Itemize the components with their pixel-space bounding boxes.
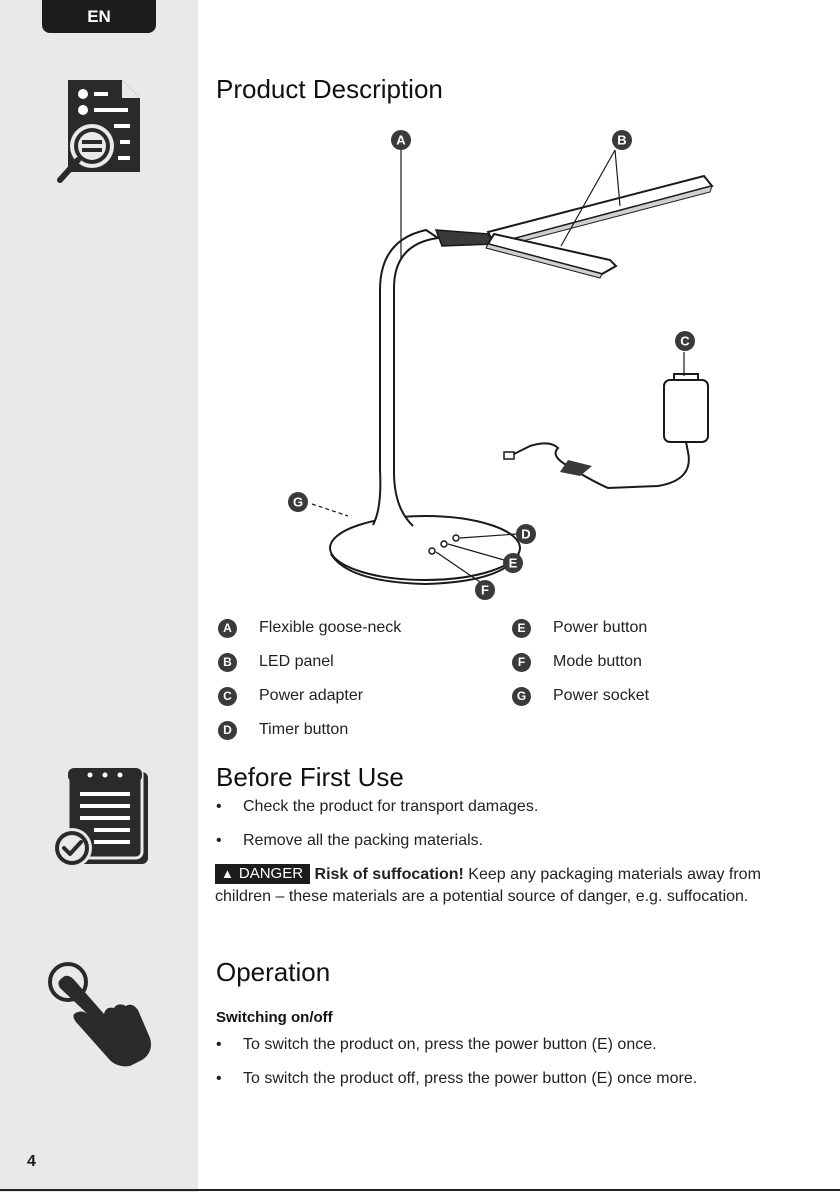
bullet-dot: • — [216, 1036, 222, 1053]
bullet-dot: • — [216, 1070, 222, 1087]
legend-label: Power adapter — [259, 687, 364, 704]
language-badge: EN — [42, 0, 156, 33]
bullet-item — [216, 1070, 697, 1088]
legend-item — [512, 650, 642, 674]
danger-heading: Risk of suffocation! — [314, 866, 464, 883]
callout-a — [391, 130, 411, 150]
bullet-text: To switch the product on, press the power button (E) once. — [243, 1036, 657, 1053]
power-adapter — [664, 380, 708, 442]
lamp-stem — [373, 230, 438, 526]
power-cable — [510, 442, 689, 488]
callout-b — [612, 130, 632, 150]
svg-text:E: E — [508, 555, 518, 571]
svg-text:A: A — [396, 132, 406, 148]
product-description-title: Product Description — [216, 74, 443, 104]
legend-item — [512, 616, 647, 640]
legend-letter: D — [218, 721, 237, 740]
operation-subtitle: Switching on/off — [216, 1009, 333, 1026]
bullet-dot: • — [216, 798, 222, 815]
callout-d — [516, 524, 536, 544]
legend-item — [218, 616, 401, 640]
legend-item — [512, 684, 649, 708]
warning-triangle-icon: ▲ — [221, 866, 234, 881]
legend-label: Flexible goose-neck — [259, 619, 402, 636]
bottom-rule — [0, 1189, 840, 1191]
legend-label: Power socket — [553, 687, 650, 704]
bullet-dot: • — [216, 832, 222, 849]
touch-hand-icon — [46, 960, 154, 1068]
danger-badge — [215, 864, 310, 884]
svg-text:D: D — [521, 526, 531, 542]
legend-letter: A — [218, 619, 237, 638]
lamp-head-joint — [436, 230, 494, 246]
legend-letter: F — [512, 653, 531, 672]
document-search-icon — [56, 76, 142, 184]
bullet-text: Check the product for transport damages. — [243, 798, 539, 815]
danger-warning — [215, 864, 795, 908]
svg-text:F: F — [481, 582, 489, 598]
before-first-use-title: Before First Use — [216, 762, 404, 792]
callout-f — [475, 580, 495, 600]
legend-item — [218, 718, 348, 742]
legend-letter: G — [512, 687, 531, 706]
legend-label: Power button — [553, 619, 648, 636]
bullet-item — [216, 1036, 657, 1054]
operation-title: Operation — [216, 957, 331, 987]
callout-g — [288, 492, 308, 512]
callout-c — [675, 331, 695, 351]
legend-letter: B — [218, 653, 237, 672]
checklist-icon — [50, 766, 150, 870]
legend-item — [218, 650, 334, 674]
danger-text: Keep any packaging materials away from children – these materials are a potential source of danger, e.g. suffocation. — [215, 866, 761, 905]
callout-e — [503, 553, 523, 573]
bullet-text: Remove all the packing materials. — [243, 832, 484, 849]
legend-letter: E — [512, 619, 531, 638]
lamp-diagram — [198, 120, 840, 610]
page-number: 4 — [27, 1153, 36, 1170]
bullet-item — [216, 832, 483, 850]
svg-text:C: C — [680, 333, 690, 349]
lamp-long-arm — [488, 176, 712, 244]
danger-badge-label: DANGER — [238, 865, 304, 882]
svg-text:G: G — [292, 494, 304, 510]
bullet-item — [216, 798, 538, 816]
legend-item — [218, 684, 363, 708]
legend-label: LED panel — [259, 653, 334, 670]
lamp-base — [330, 516, 520, 580]
legend-label: Mode button — [553, 653, 642, 670]
bullet-text: To switch the product off, press the power button (E) once more. — [243, 1070, 698, 1087]
legend-label: Timer button — [259, 721, 349, 738]
legend-letter: C — [218, 687, 237, 706]
svg-text:B: B — [617, 132, 627, 148]
